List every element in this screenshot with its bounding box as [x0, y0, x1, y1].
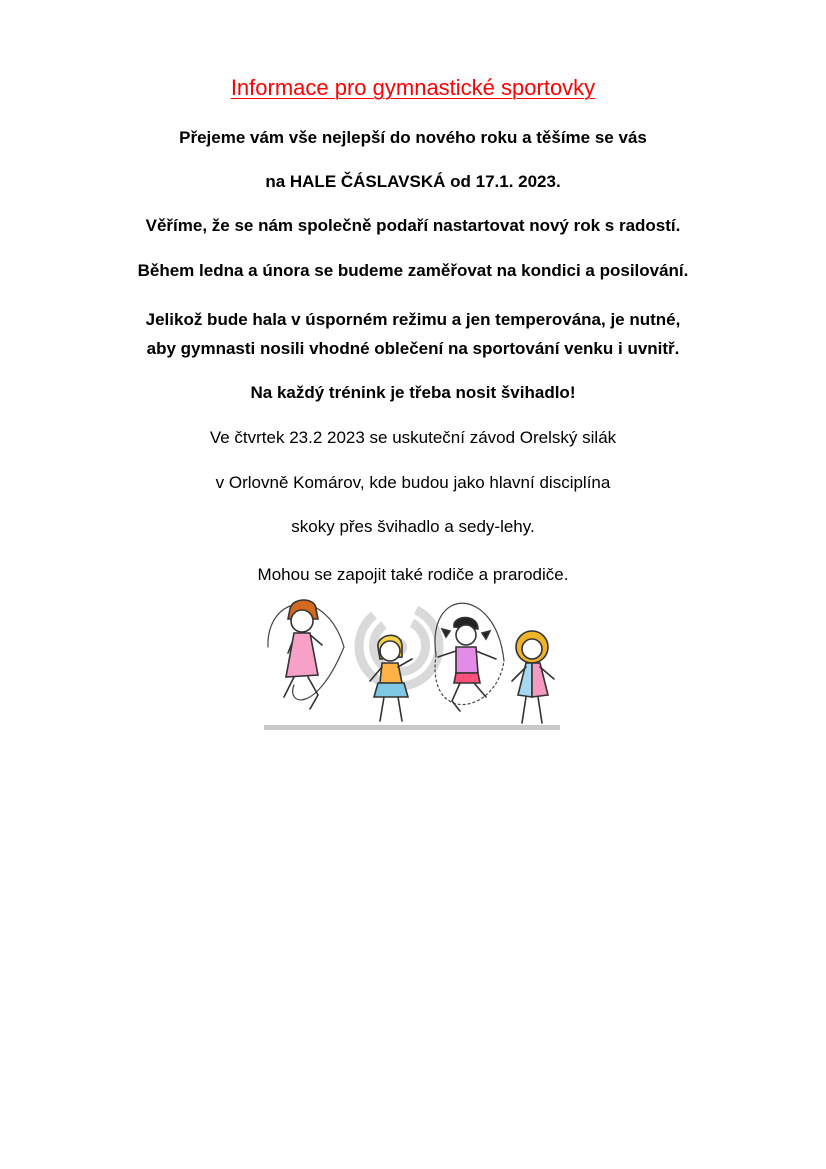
paragraph-race-2: v Orlovně Komárov, kde budou jako hlavní disciplína: [215, 473, 611, 492]
paragraph-race-1: Ve čtvrtek 23.2 2023 se uskuteční závod Orelský silák: [209, 428, 617, 447]
page-title: Informace pro gymnastické sportovky: [230, 75, 596, 100]
paragraph-hall-1: Jelikož bude hala v úsporném režimu a jen temperována, je nutné,: [145, 310, 681, 329]
children-jump-rope-illustration: [256, 585, 568, 735]
paragraph-venue: na HALE ČÁSLAVSKÁ od 17.1. 2023.: [265, 172, 561, 191]
girl-1-figure: [268, 600, 344, 709]
girl-3-figure: [435, 603, 504, 711]
paragraph-belief: Věříme, že se nám společně podaří nastartovat nový rok s radostí.: [145, 216, 681, 235]
paragraph-greeting: Přejeme vám vše nejlepší do nového roku a těšíme se vás: [179, 128, 647, 147]
paragraph-focus: Během ledna a února se budeme zaměřovat na kondici a posilování.: [137, 261, 689, 280]
girl-4-figure: [512, 631, 554, 723]
paragraph-hall-2: aby gymnasti nosili vhodné oblečení na sportování venku i uvnitř.: [146, 339, 680, 358]
paragraph-parents: Mohou se zapojit také rodiče a prarodiče.: [257, 565, 569, 584]
ground-line: [264, 725, 560, 730]
paragraph-race-3: skoky přes švihadlo a sedy-lehy.: [291, 517, 535, 536]
paragraph-jump-rope: Na každý trénink je třeba nosit švihadlo!: [250, 383, 576, 402]
